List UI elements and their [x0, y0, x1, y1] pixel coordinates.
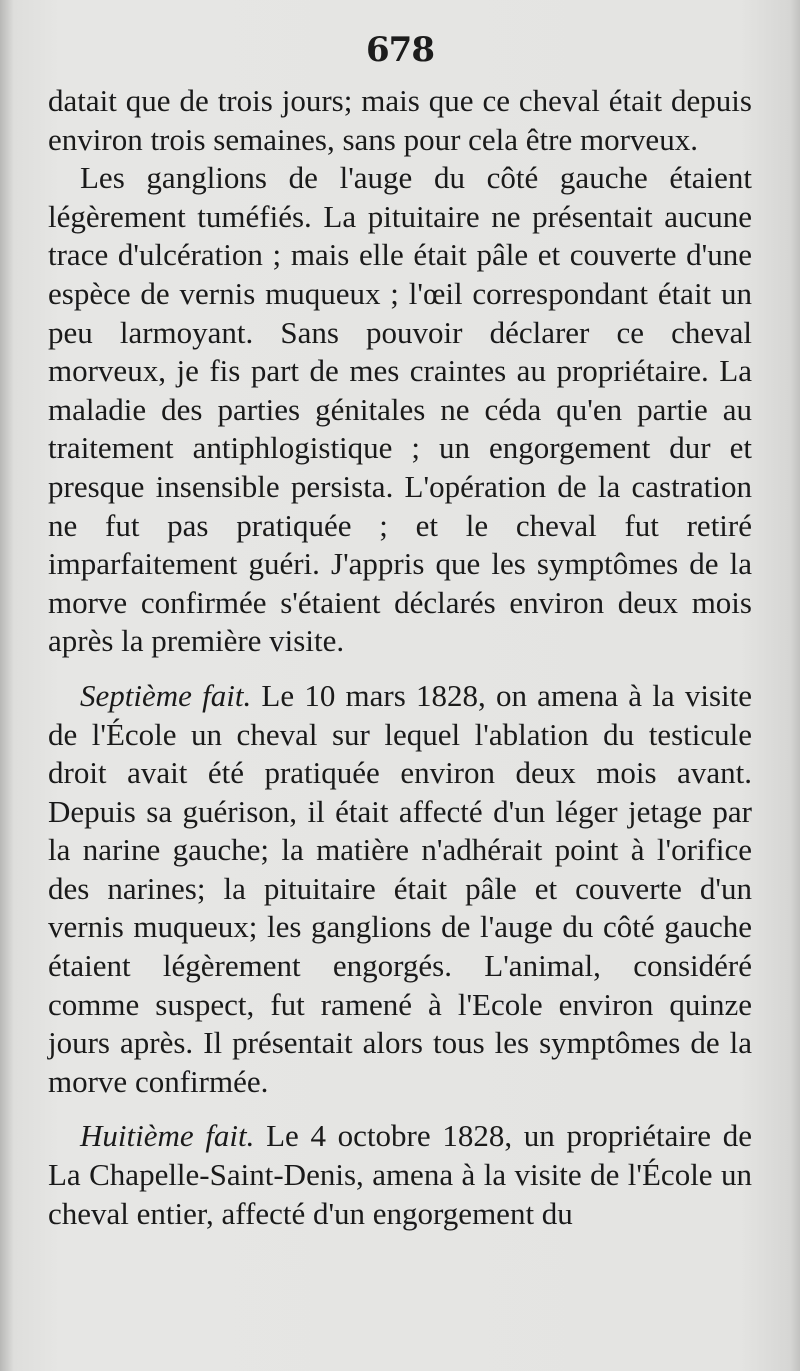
- paragraph-huitieme-fait: [48, 1117, 752, 1233]
- paragraph: [48, 159, 752, 661]
- paragraph-text: Les ganglions de l'auge du côté gauche étaient légèrement tuméfiés. La pituitaire ne présentait aucune trace d'ulcération ; mais elle était pâle et couverte d'une espèce de vernis muqueux ; l'œil correspondant était un peu larmoyant. Sans pouvoir déclarer ce cheval morveux, je fis part de mes craintes au propriétaire. La maladie des parties génitales ne céda qu'en partie au traitement antiphlogistique ; un engorgement dur et presque insensible persista. L'opération de la castration ne fut pas pratiquée ; et le cheval fut retiré imparfaitement guéri. J'appris que les symptômes de la morve confirmée s'étaient déclarés environ deux mois après la première visite.: [48, 160, 752, 659]
- paragraph-lead: Huitième fait.: [80, 1118, 255, 1154]
- paragraph-text: Le 4 octobre 1828, un propriétaire de La Chapelle-Saint-Denis, amena à la visite de l'École un cheval entier, affecté d'un engorgement du: [48, 1118, 752, 1231]
- paragraph-septieme-fait: [48, 677, 752, 1102]
- page-number: 678: [366, 30, 434, 70]
- paragraph-text: datait que de trois jours; mais que ce cheval était depuis environ trois semaines, sans pour cela être morveux.: [48, 83, 752, 157]
- paragraph-continuation: [48, 82, 752, 159]
- body-text: [48, 82, 752, 1233]
- paragraph-lead: Septième fait.: [80, 677, 252, 713]
- paragraph-text: Le 10 mars 1828, on amena à la visite de l'École un cheval sur lequel l'ablation du testicule droit avait été pratiquée environ deux mois avant. Depuis sa guérison, il était affecté d'un léger jetage par la narine gauche; la matière n'adhérait point à l'orifice des narines; la pituitaire était pâle et couverte d'un vernis muqueux; les ganglions de l'auge du côté gauche étaient légèrement engorgés. L'animal, considéré comme suspect, fut ramené à l'Ecole environ quinze jours après. Il présentait alors tous les symptômes de la morve confirmée.: [48, 677, 753, 1099]
